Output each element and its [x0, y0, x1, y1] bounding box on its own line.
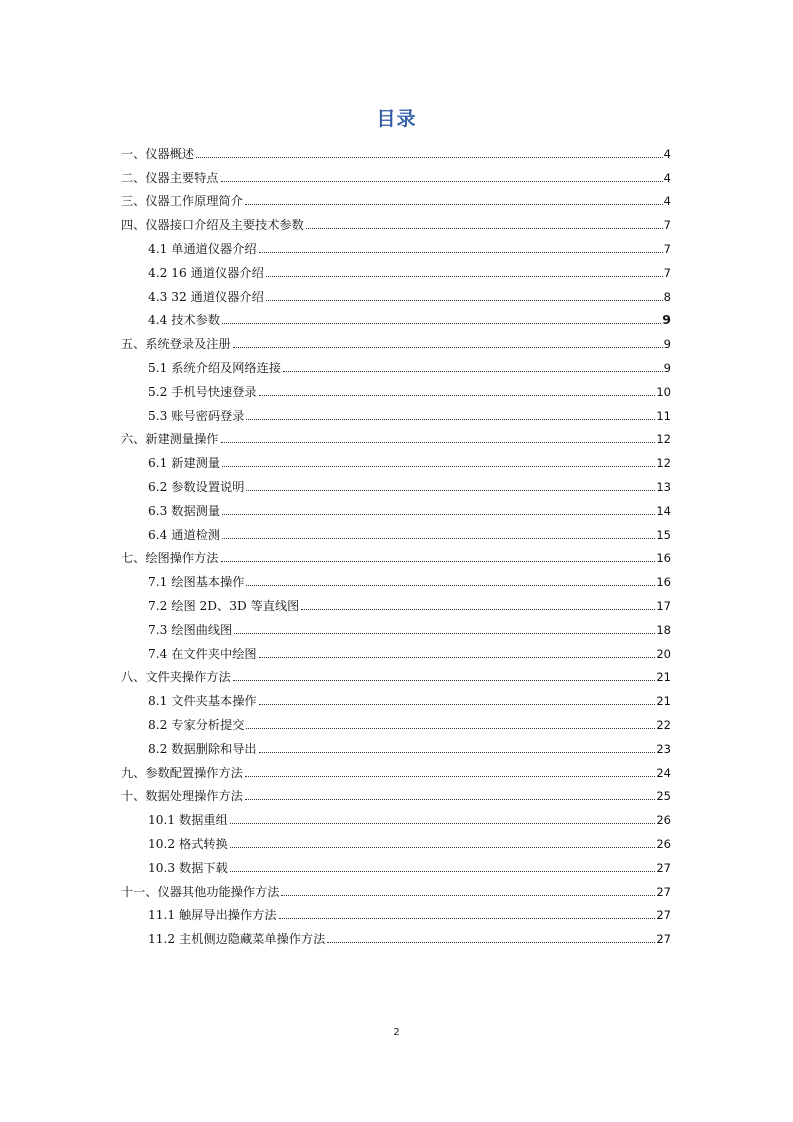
- toc-entry[interactable]: [121, 543, 671, 567]
- dot-leader: [233, 680, 656, 681]
- toc-entry-label: 8.2 数据删除和导出: [148, 741, 257, 756]
- toc-entry-page: 12: [656, 432, 671, 447]
- toc-entry-page: 23: [656, 741, 671, 756]
- dot-leader: [246, 728, 655, 729]
- toc-entry-label: 四、仪器接口介绍及主要技术参数: [121, 218, 304, 233]
- dot-leader: [327, 942, 655, 943]
- toc-entry-page: 21: [656, 670, 671, 685]
- toc-subentry[interactable]: [121, 900, 671, 924]
- toc-entry[interactable]: [121, 328, 671, 352]
- dot-leader: [279, 918, 656, 919]
- toc-entry-label: 7.2 绘图 2D、3D 等直线图: [148, 598, 300, 613]
- toc-entry-label: 七、绘图操作方法: [121, 551, 219, 566]
- toc-entry[interactable]: [121, 424, 671, 448]
- toc-entry-label: 8.2 专家分析提交: [148, 717, 245, 732]
- toc-entry[interactable]: [121, 757, 671, 781]
- toc-entry-page: 4: [663, 194, 671, 209]
- toc-entry-page: 27: [656, 884, 671, 899]
- dot-leader: [259, 657, 656, 658]
- toc-subentry[interactable]: [121, 495, 671, 519]
- toc-entry-label: 八、文件夹操作方法: [121, 670, 231, 685]
- toc-subentry[interactable]: [121, 923, 671, 947]
- toc-entry-label: 10.3 数据下载: [148, 860, 228, 875]
- toc-entry-page: 26: [656, 836, 671, 851]
- toc-subentry[interactable]: [121, 566, 671, 590]
- toc-entry-label: 五、系统登录及注册: [121, 337, 231, 352]
- toc-subentry[interactable]: [121, 828, 671, 852]
- dot-leader: [259, 752, 656, 753]
- dot-leader: [222, 323, 661, 324]
- toc-entry-page: 9: [662, 312, 671, 328]
- toc-entry-page: 20: [656, 646, 671, 661]
- dot-leader: [259, 395, 656, 396]
- toc-subentry[interactable]: [121, 233, 671, 257]
- toc-entry-label: 10.2 格式转换: [148, 836, 228, 851]
- dot-leader: [245, 799, 655, 800]
- dot-leader: [266, 300, 663, 301]
- toc-entry[interactable]: [121, 138, 671, 162]
- toc-subentry[interactable]: [121, 804, 671, 828]
- toc-entry-label: 6.3 数据测量: [148, 503, 221, 518]
- toc-subentry[interactable]: [121, 352, 671, 376]
- toc-subentry[interactable]: [121, 305, 671, 329]
- toc-entry-label: 6.2 参数设置说明: [148, 479, 245, 494]
- toc-entry-page: 16: [656, 575, 671, 590]
- toc-entry-page: 4: [663, 146, 671, 161]
- toc-entry-page: 27: [656, 908, 671, 923]
- toc-subentry[interactable]: [121, 638, 671, 662]
- dot-leader: [306, 228, 663, 229]
- toc-subentry[interactable]: [121, 519, 671, 543]
- toc-entry-page: 27: [656, 860, 671, 875]
- dot-leader: [246, 490, 655, 491]
- toc-entry[interactable]: [121, 162, 671, 186]
- toc-entry-label: 一、仪器概述: [121, 146, 195, 161]
- toc-subentry[interactable]: [121, 400, 671, 424]
- toc-subentry[interactable]: [121, 614, 671, 638]
- toc-entry-label: 6.4 通道检测: [148, 527, 221, 542]
- toc-entry-label: 4.3 32 通道仪器介绍: [148, 289, 264, 304]
- toc-subentry[interactable]: [121, 685, 671, 709]
- toc-entry-page: 27: [656, 932, 671, 947]
- toc-entry-page: 12: [656, 456, 671, 471]
- toc-entry-label: 十、数据处理操作方法: [121, 789, 243, 804]
- toc-entry-label: 6.1 新建测量: [148, 456, 221, 471]
- toc-entry-page: 7: [663, 265, 671, 280]
- toc-entry-page: 21: [656, 694, 671, 709]
- toc-entry-page: 8: [663, 289, 671, 304]
- toc-entry-label: 11.1 触屏导出操作方法: [148, 908, 277, 923]
- dot-leader: [221, 561, 656, 562]
- toc-subentry[interactable]: [121, 376, 671, 400]
- toc-entry[interactable]: [121, 209, 671, 233]
- dot-leader: [281, 895, 655, 896]
- dot-leader: [259, 704, 656, 705]
- toc-entry-label: 5.2 手机号快速登录: [148, 384, 257, 399]
- dot-leader: [245, 204, 663, 205]
- toc-entry-label: 九、参数配置操作方法: [121, 765, 243, 780]
- toc-entry-page: 9: [663, 360, 671, 375]
- toc-entry-page: 15: [656, 527, 671, 542]
- toc-entry-page: 24: [656, 765, 671, 780]
- dot-leader: [259, 252, 663, 253]
- toc-subentry[interactable]: [121, 447, 671, 471]
- toc-entry[interactable]: [121, 186, 671, 210]
- toc-entry-page: 14: [656, 503, 671, 518]
- toc-subentry[interactable]: [121, 709, 671, 733]
- toc-entry-label: 4.1 单通道仪器介绍: [148, 241, 257, 256]
- toc-entry-label: 7.4 在文件夹中绘图: [148, 646, 257, 661]
- dot-leader: [245, 776, 655, 777]
- toc-title: 目录: [376, 108, 417, 130]
- dot-leader: [283, 371, 663, 372]
- toc-entry-label: 三、仪器工作原理简介: [121, 194, 243, 209]
- toc-entry-label: 六、新建测量操作: [121, 432, 219, 447]
- dot-leader: [196, 157, 663, 158]
- toc-entry-label: 11.2 主机侧边隐藏菜单操作方法: [148, 932, 326, 947]
- toc-entry-label: 10.1 数据重组: [148, 813, 228, 828]
- toc-entry-page: 7: [663, 241, 671, 256]
- toc-entry-label: 7.1 绘图基本操作: [148, 575, 245, 590]
- dot-leader: [234, 633, 655, 634]
- dot-leader: [230, 823, 656, 824]
- dot-leader: [221, 181, 663, 182]
- toc-entry-page: 26: [656, 813, 671, 828]
- toc-entry-label: 4.2 16 通道仪器介绍: [148, 265, 264, 280]
- toc-subentry[interactable]: [121, 281, 671, 305]
- dot-leader: [230, 871, 656, 872]
- dot-leader: [246, 419, 655, 420]
- toc-subentry[interactable]: [121, 852, 671, 876]
- toc-entry-label: 5.3 账号密码登录: [148, 408, 245, 423]
- toc-entry-label: 5.1 系统介绍及网络连接: [148, 360, 281, 375]
- toc-entry-page: 16: [656, 551, 671, 566]
- toc-entry[interactable]: [121, 876, 671, 900]
- toc-entry-page: 18: [656, 622, 671, 637]
- dot-leader: [230, 847, 656, 848]
- dot-leader: [301, 609, 655, 610]
- toc-subentry[interactable]: [121, 471, 671, 495]
- toc-entry-page: 13: [656, 479, 671, 494]
- toc-entry-label: 二、仪器主要特点: [121, 170, 219, 185]
- table-of-contents: [121, 138, 671, 947]
- toc-entry-label: 7.3 绘图曲线图: [148, 622, 233, 637]
- toc-entry-page: 17: [656, 598, 671, 613]
- toc-entry-label: 8.1 文件夹基本操作: [148, 694, 257, 709]
- toc-subentry[interactable]: [121, 733, 671, 757]
- dot-leader: [246, 585, 655, 586]
- toc-entry[interactable]: [121, 781, 671, 805]
- page-number: 2: [393, 1027, 400, 1038]
- toc-entry-label: 十一、仪器其他功能操作方法: [121, 884, 280, 899]
- toc-entry-page: 10: [656, 384, 671, 399]
- dot-leader: [221, 442, 656, 443]
- dot-leader: [266, 276, 663, 277]
- toc-entry-page: 9: [663, 337, 671, 352]
- toc-subentry[interactable]: [121, 590, 671, 614]
- toc-entry-page: 22: [656, 717, 671, 732]
- toc-entry[interactable]: [121, 662, 671, 686]
- toc-entry-page: 4: [663, 170, 671, 185]
- toc-entry-page: 11: [656, 408, 671, 423]
- dot-leader: [222, 538, 655, 539]
- toc-entry-page: 25: [656, 789, 671, 804]
- toc-entry-page: 7: [663, 218, 671, 233]
- toc-entry-label: 4.4 技术参数: [148, 313, 221, 328]
- dot-leader: [222, 514, 655, 515]
- dot-leader: [233, 347, 663, 348]
- dot-leader: [222, 466, 655, 467]
- toc-subentry[interactable]: [121, 257, 671, 281]
